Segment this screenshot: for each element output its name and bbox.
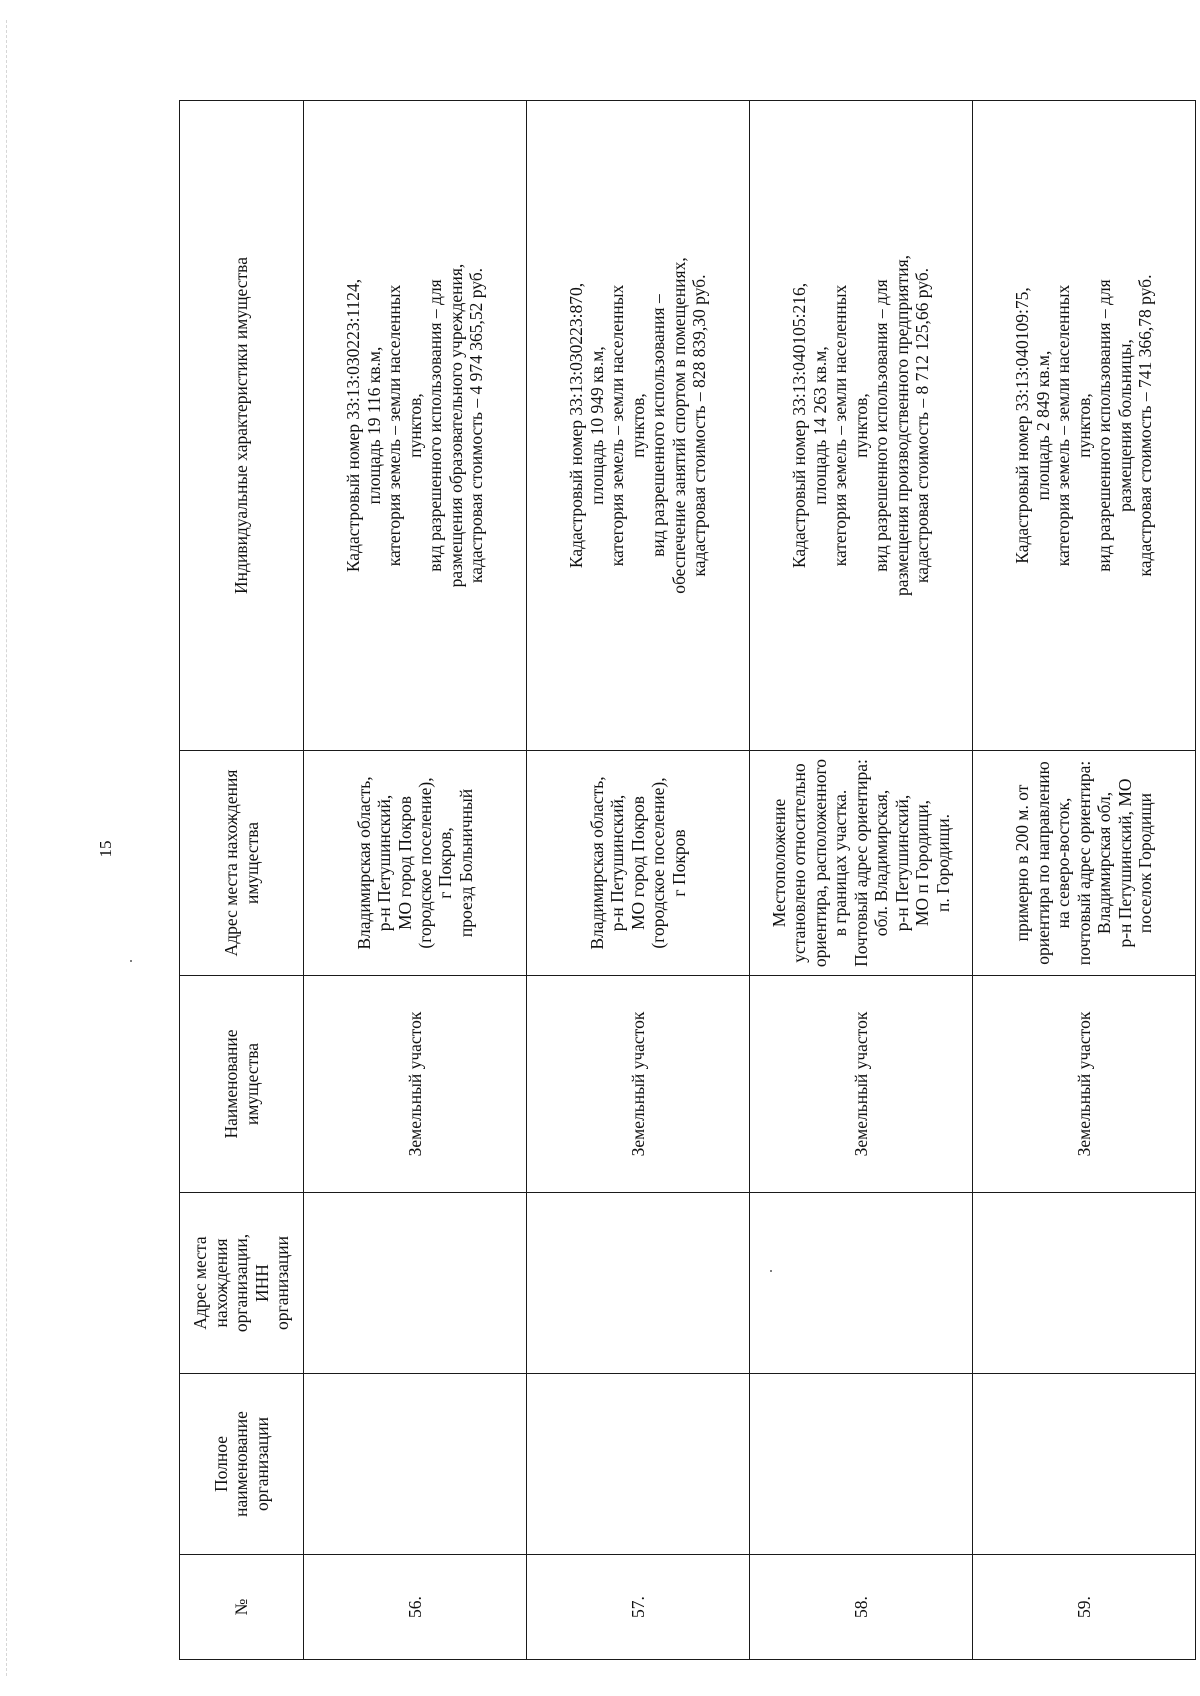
table-row (304, 101, 527, 1660)
header-property-address: Адрес места нахождения имущества (180, 751, 304, 976)
cell-property-name: Земельный участок (304, 976, 527, 1193)
cell-property-address: примерно в 200 м. от ориентира по направлению на северо-восток, почтовый адрес ориентира: Владимирская обл, р-н Петушинский, МО поселок Городищи (973, 751, 1196, 976)
header-characteristics: Индивидуальные характеристики имущества (180, 101, 304, 751)
cell-org-address (973, 1193, 1196, 1374)
cell-org-address (750, 1193, 973, 1374)
cell-property-name: Земельный участок (750, 976, 973, 1193)
cell-full-name (304, 1374, 527, 1555)
header-org-address: Адрес места нахождения организации, ИНН организации (180, 1193, 304, 1374)
cell-characteristics: Кадастровый номер 33:13:030223:870, площадь 10 949 кв.м, категория земель – земли населенных пунктов, вид разрешенного использования – обеспечение занятий спортом в помещениях, кадастровая стоимость – 828 839,30 руб. (527, 101, 750, 751)
cell-property-name: Земельный участок (527, 976, 750, 1193)
header-number: № (180, 1555, 304, 1660)
cell-org-address (304, 1193, 527, 1374)
scan-speck (130, 960, 132, 962)
table-row (750, 101, 973, 1660)
header-full-name: Полное наименование организации (180, 1374, 304, 1555)
cell-characteristics: Кадастровый номер 33:13:040105:216, площадь 14 263 кв.м, категория земель – земли населенных пунктов, вид разрешенного использования – для размещения производственного предприятия, кадастровая стоимость – 8 712 125,66 руб. (750, 101, 973, 751)
rotated-table-wrapper (179, 100, 1195, 1660)
cell-number: 57. (527, 1555, 750, 1660)
property-table (179, 100, 1196, 1660)
cell-number: 58. (750, 1555, 973, 1660)
cell-full-name (750, 1374, 973, 1555)
cell-full-name (527, 1374, 750, 1555)
table-header-row (180, 101, 304, 1660)
cell-property-address: Владимирская область, р-н Петушинский, МО город Покров (городское поселение), г Покров, проезд Больничный (304, 751, 527, 976)
cell-property-name: Земельный участок (973, 976, 1196, 1193)
cell-org-address (527, 1193, 750, 1374)
table-row (527, 101, 750, 1660)
cell-property-address: Местоположение установлено относительно ориентира, расположенного в границах участка. Почтовый адрес ориентира: обл. Владимирская, р-н Петушинский, МО п Городищи, п. Городищи. (750, 751, 973, 976)
cell-property-address: Владимирская область, р-н Петушинский, МО город Покров (городское поселение), г Покров (527, 751, 750, 976)
cell-full-name (973, 1374, 1196, 1555)
scan-edge-line (6, 20, 7, 1676)
page-number: 15 (96, 840, 115, 858)
cell-characteristics: Кадастровый номер 33:13:040109:75, площадь 2 849 кв.м, категория земель – земли населенных пунктов, вид разрешенного использования – для размещения больницы, кадастровая стоимость – 741 366,78 руб. (973, 101, 1196, 751)
header-property-name: Наименование имущества (180, 976, 304, 1193)
table-row (973, 101, 1196, 1660)
cell-characteristics: Кадастровый номер 33:13:030223:1124, площадь 19 116 кв.м, категория земель – земли населенных пунктов, вид разрешенного использования – для размещения образовательного учреждения, кадастровая стоимость – 4 974 365,52 руб. (304, 101, 527, 751)
cell-number: 59. (973, 1555, 1196, 1660)
cell-number: 56. (304, 1555, 527, 1660)
